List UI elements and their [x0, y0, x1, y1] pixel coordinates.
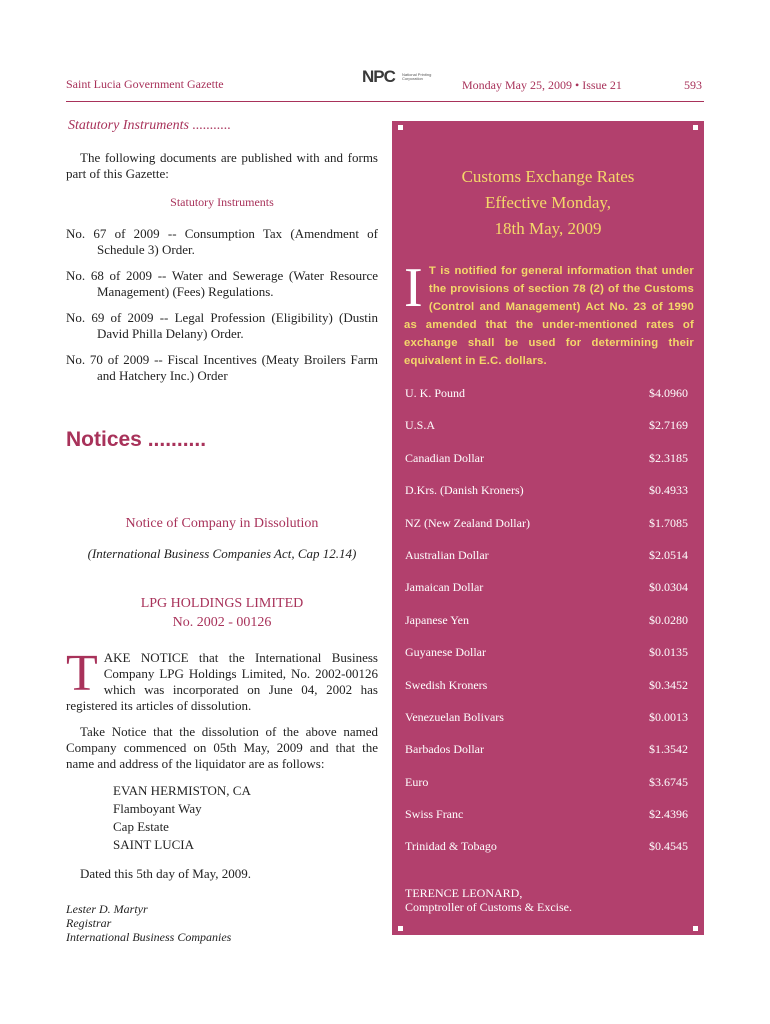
currency-rate: $2.3185 [649, 450, 688, 465]
table-row [405, 546, 688, 578]
currency-rate: $0.3452 [649, 677, 688, 692]
currency-rate: $0.0304 [649, 580, 688, 595]
page-number: 593 [684, 78, 702, 92]
currency-name: Venezuelan Bolivars [405, 709, 504, 724]
logo-subtext: National Printing Corporation [402, 72, 432, 81]
currency-rate: $0.0135 [649, 645, 688, 660]
table-row [405, 676, 688, 708]
publication-title: Saint Lucia Government Gazette [66, 77, 224, 91]
currency-rate: $2.0514 [649, 547, 688, 562]
title-line: 18th May, 2009 [494, 219, 602, 238]
table-row [405, 837, 688, 869]
corner-ornament [397, 124, 404, 131]
table-row [405, 773, 688, 805]
company-name: LPG HOLDINGS LIMITED [140, 596, 304, 611]
currency-name: Swiss Franc [405, 807, 464, 822]
currency-rate: $0.0013 [649, 709, 688, 724]
currency-name: Canadian Dollar [405, 450, 484, 465]
address-line: EVAN HERMISTON, CA [113, 783, 251, 798]
currency-name: Euro [405, 774, 429, 789]
dated-line: Dated this 5th day of May, 2009. [80, 866, 252, 881]
table-row [405, 514, 688, 546]
currency-name: Swedish Kroners [405, 677, 488, 692]
table-row [405, 578, 688, 610]
currency-rate: $1.7085 [649, 515, 688, 530]
table-row [405, 481, 688, 513]
address-line: Flamboyant Way [113, 801, 202, 816]
exchange-rate-table [405, 384, 688, 870]
signature-line: International Business Companies [66, 930, 232, 944]
comptroller-signature [405, 886, 572, 914]
table-row [405, 805, 688, 837]
customs-title [392, 164, 704, 242]
list-item: No. 69 of 2009 -- Legal Profession (Eligibility) (Dustin David Philla Delany) Order. [66, 310, 378, 341]
paragraph-text: AKE NOTICE that the International Business Company LPG Holdings Limited, No. 2002-00126 which was incorporated on June 04, 2002 has registered its articles of dissolution. [66, 650, 378, 713]
currency-name: Trinidad & Tobago [405, 839, 497, 854]
currency-name: D.Krs. (Danish Kroners) [405, 483, 524, 498]
statutory-intro: The following documents are published with and forms part of this Gazette: [66, 150, 378, 181]
dissolution-paragraph-2: Take Notice that the dissolution of the above named Company commenced on 05th May, 2009 and that the name and address of the liquidator are as follows: [66, 724, 378, 771]
currency-rate: $2.4396 [649, 807, 688, 822]
signature-line: Comptroller of Customs & Excise. [405, 900, 572, 914]
currency-rate: $0.4545 [649, 839, 688, 854]
corner-ornament [397, 925, 404, 932]
currency-name: U.S.A [405, 418, 436, 433]
corner-ornament [692, 124, 699, 131]
currency-rate: $3.6745 [649, 774, 688, 789]
signature-line: TERENCE LEONARD, [405, 886, 523, 900]
table-row [405, 416, 688, 448]
header-divider [66, 101, 704, 102]
currency-rate: $2.7169 [649, 418, 688, 433]
statutory-list [66, 226, 378, 394]
title-line: Effective Monday, [484, 193, 612, 212]
statutory-section-title: Statutory Instruments ........... [68, 118, 231, 133]
table-row [405, 611, 688, 643]
title-line: Customs Exchange Rates [461, 167, 635, 186]
list-item: No. 68 of 2009 -- Water and Sewerage (Water Resource Management) (Fees) Regulations. [66, 268, 378, 299]
currency-name: Jamaican Dollar [405, 580, 484, 595]
currency-rate: $4.0960 [649, 386, 688, 400]
signature-line: Lester D. Martyr [66, 902, 148, 916]
currency-rate: $0.4933 [649, 483, 688, 498]
table-row [405, 643, 688, 675]
currency-rate: $0.0280 [649, 612, 688, 627]
customs-notice [404, 257, 694, 370]
table-row [405, 708, 688, 740]
notice-text: T is notified for general information that under the provisions of section 78 (2) of the Customs (Control and Management) Act No. 23 of 1990 as amended that the under-mentioned rates of exchange shall be used for determining their equivalent in E.C. dollars. [404, 265, 694, 367]
statutory-subheading: Statutory Instruments [170, 195, 274, 209]
issue-date: Monday May 25, 2009 • Issue 21 [462, 78, 622, 92]
notices-section-title: Notices .......... [66, 428, 207, 451]
list-item: No. 67 of 2009 -- Consumption Tax (Amendment of Schedule 3) Order. [66, 226, 378, 257]
dropcap: T [66, 645, 98, 702]
currency-name: U. K. Pound [405, 386, 466, 400]
npc-logo [362, 69, 440, 99]
currency-rate: $1.3542 [649, 742, 688, 757]
currency-name: Japanese Yen [405, 612, 469, 627]
address-line: Cap Estate [113, 819, 169, 834]
signature-block [66, 902, 231, 944]
list-item: No. 70 of 2009 -- Fiscal Incentives (Meaty Broilers Farm and Hatchery Inc.) Order [66, 352, 378, 383]
dropcap: I [404, 257, 423, 319]
currency-name: Australian Dollar [405, 547, 489, 562]
address-line: SAINT LUCIA [113, 837, 195, 852]
dissolution-title: Notice of Company in Dissolution [125, 516, 319, 531]
table-row [405, 449, 688, 481]
table-row [405, 384, 688, 416]
dissolution-paragraph-1 [66, 645, 378, 714]
signature-line: Registrar [66, 916, 112, 930]
corner-ornament [692, 925, 699, 932]
currency-name: NZ (New Zealand Dollar) [405, 515, 530, 530]
table-row [405, 740, 688, 772]
company-number: No. 2002 - 00126 [172, 615, 272, 630]
dissolution-act: (International Business Companies Act, Cap 12.14) [87, 546, 357, 561]
liquidator-address [113, 782, 251, 854]
logo-text: NPC [362, 67, 395, 86]
currency-name: Guyanese Dollar [405, 645, 486, 660]
currency-name: Barbados Dollar [405, 742, 484, 757]
